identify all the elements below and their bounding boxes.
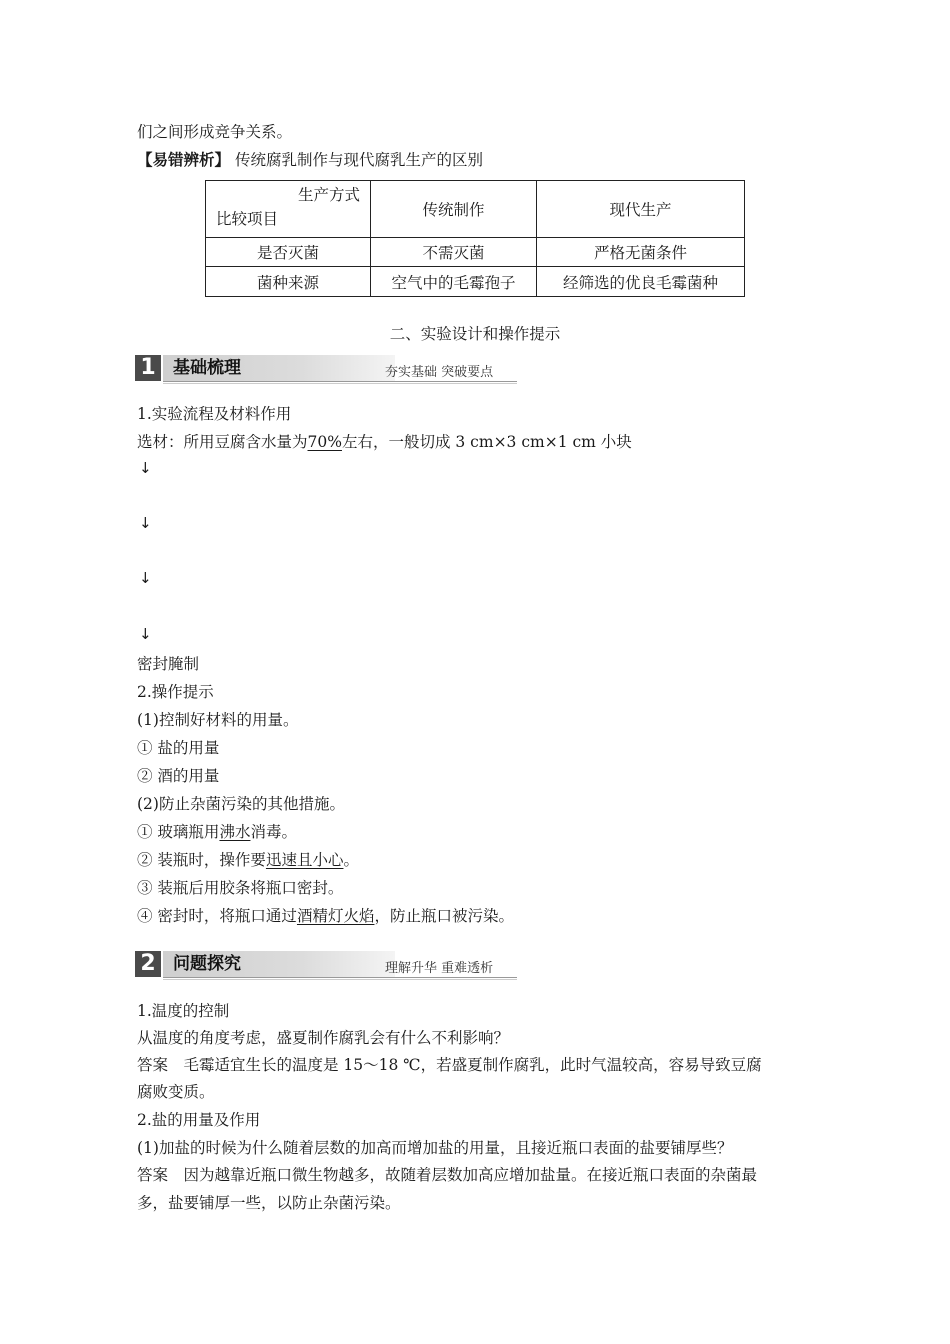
- banner-rule: [163, 977, 517, 978]
- answer-1-line-2: 腐败变质。: [137, 1083, 215, 1101]
- select-post: 左右，一般切成 3 cm×3 cm×1 cm 小块: [341, 433, 632, 451]
- table-cell: 菌种来源: [206, 267, 371, 297]
- banner-title: 基础梳理: [173, 358, 241, 378]
- flow-last-step: 密封腌制: [137, 655, 200, 673]
- text: ② 装瓶时，操作要: [137, 851, 266, 869]
- banner-rule: [163, 383, 517, 384]
- comparison-table: [205, 180, 745, 297]
- table-col-traditional: 传统制作: [371, 181, 537, 238]
- ops-item-3: ③ 装瓶后用胶条将瓶口密封。: [137, 879, 344, 897]
- ops-item-4: [137, 905, 514, 927]
- text: 。: [343, 851, 359, 869]
- table-header-row: [206, 181, 745, 238]
- table-corner-cell: [206, 181, 371, 238]
- banner-explore: [135, 949, 517, 979]
- key-text: 酒精灯火焰: [296, 907, 375, 925]
- banner-number: 2: [135, 951, 161, 977]
- banner-rule: [163, 381, 517, 382]
- ops-point-1a: ① 盐的用量: [137, 739, 220, 757]
- answer-2-line-2: 多，盐要铺厚一些，以防止杂菌污染。: [137, 1194, 401, 1212]
- section-title: 二、实验设计和操作提示: [389, 325, 561, 343]
- key-text: 迅速且小心: [265, 851, 344, 869]
- ops-point-1: (1)控制好材料的用量。: [137, 711, 299, 729]
- corner-bottom-label: 比较项目: [216, 210, 279, 228]
- table-cell: 严格无菌条件: [537, 238, 745, 267]
- text: ① 玻璃瓶用: [137, 823, 220, 841]
- flow-heading: 1.实验流程及材料作用: [137, 405, 292, 423]
- down-arrow-icon: ↓: [139, 625, 152, 643]
- table-cell: 不需灭菌: [371, 238, 537, 267]
- intro-line: 们之间形成竞争关系。: [137, 123, 293, 141]
- table-row: [206, 238, 745, 267]
- table-cell: 经筛选的优良毛霉菌种: [537, 267, 745, 297]
- tip-text: 传统腐乳制作与现代腐乳生产的区别: [230, 151, 483, 169]
- table-row: [206, 267, 745, 297]
- ops-item-2: [137, 849, 359, 871]
- text: 消毒。: [250, 823, 297, 841]
- banner-basics: [135, 353, 517, 383]
- table-cell: 是否灭菌: [206, 238, 371, 267]
- ops-point-2: (2)防止杂菌污染的其他措施。: [137, 795, 345, 813]
- answer-2-line-1: 答案 因为越靠近瓶口微生物越多，故随着层数加高应增加盐量。在接近瓶口表面的杂菌最: [137, 1166, 758, 1184]
- select-pre: 选材：所用豆腐含水量为: [137, 433, 308, 451]
- ops-heading: 2.操作提示: [137, 683, 214, 701]
- banner-number: 1: [135, 355, 161, 381]
- q-heading-1: 1.温度的控制: [137, 1002, 230, 1020]
- flow-select-line: [137, 431, 632, 453]
- key-text: 沸水: [219, 823, 251, 841]
- text: ④ 密封时，将瓶口通过: [137, 907, 297, 925]
- banner-rule: [163, 979, 517, 980]
- tip-label: 【易错辨析】: [137, 150, 231, 169]
- question-1: 从温度的角度考虑，盛夏制作腐乳会有什么不利影响？: [137, 1029, 510, 1047]
- ops-point-1b: ② 酒的用量: [137, 767, 220, 785]
- select-key: 70%: [307, 433, 342, 451]
- banner-subtitle: 理解升华 重难透析: [385, 961, 494, 976]
- down-arrow-icon: ↓: [139, 514, 152, 532]
- down-arrow-icon: ↓: [139, 459, 152, 477]
- answer-1-line-1: 答案 毛霉适宜生长的温度是 15～18 ℃，若盛夏制作腐乳，此时气温较高，容易导致豆腐: [137, 1056, 762, 1074]
- table-cell: 空气中的毛霉孢子: [371, 267, 537, 297]
- table-col-modern: 现代生产: [537, 181, 745, 238]
- text: ，防止瓶口被污染。: [374, 907, 514, 925]
- ops-item-1: [137, 821, 297, 843]
- tip-line: [137, 149, 483, 171]
- banner-title: 问题探究: [173, 954, 241, 974]
- down-arrow-icon: ↓: [139, 569, 152, 587]
- corner-top-label: 生产方式: [297, 186, 360, 204]
- q-heading-2: 2.盐的用量及作用: [137, 1111, 261, 1129]
- question-2: (1)加盐的时候为什么随着层数的加高而增加盐的用量，且接近瓶口表面的盐要铺厚些？: [137, 1139, 733, 1157]
- banner-subtitle: 夯实基础 突破要点: [385, 365, 494, 380]
